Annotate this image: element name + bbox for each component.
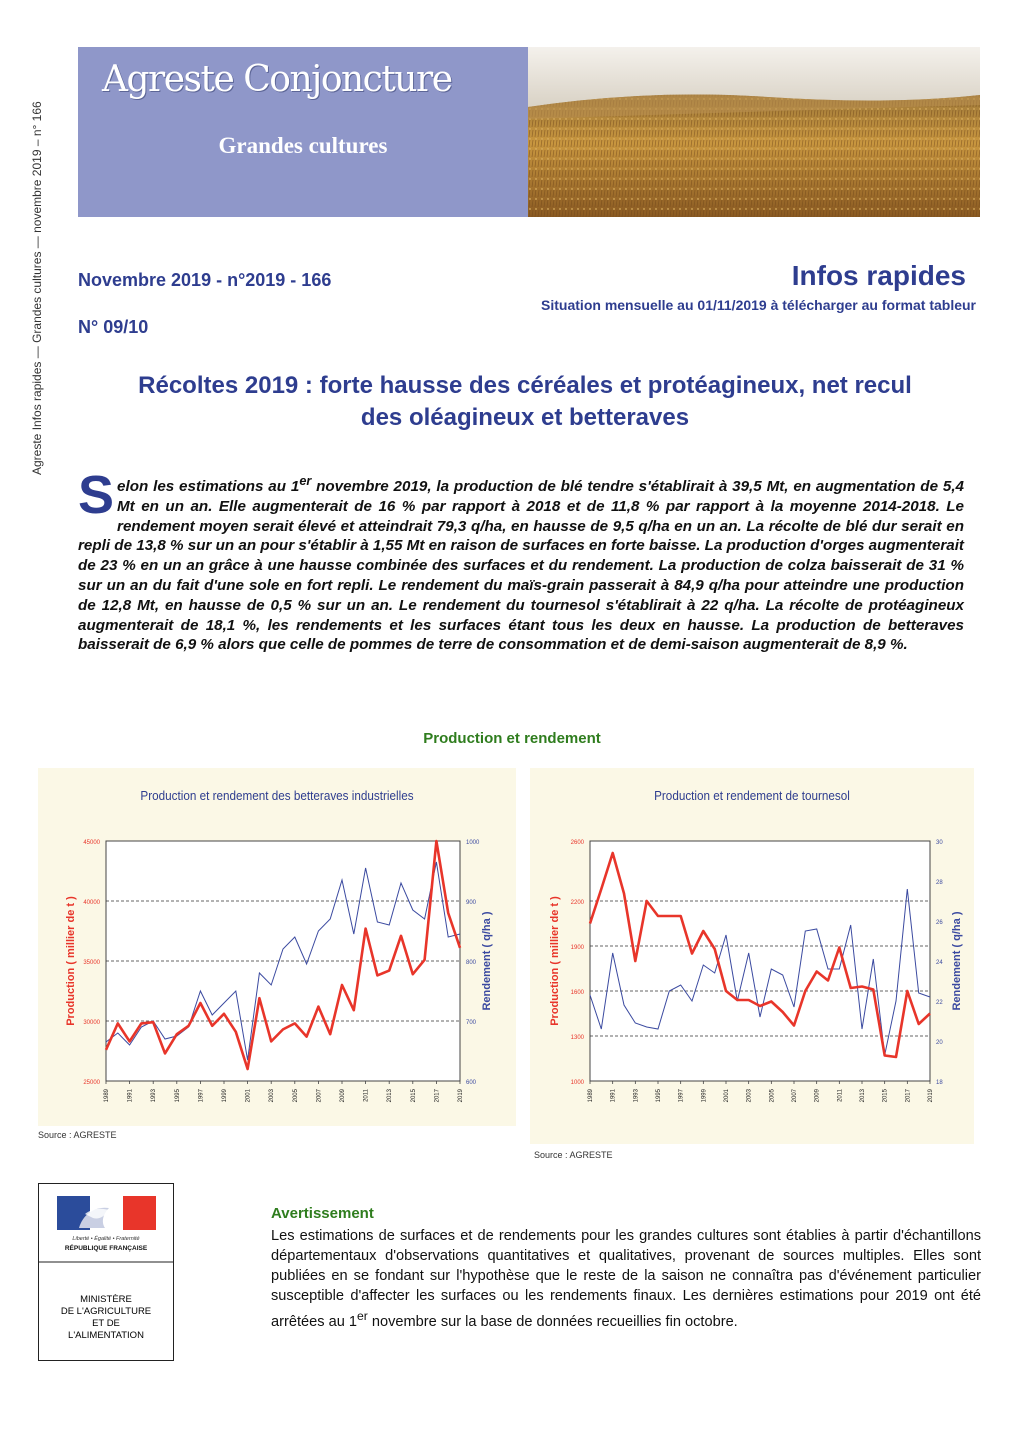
publication-subtitle: Grandes cultures	[218, 133, 388, 158]
header-banner	[78, 47, 980, 217]
chart-panel-tournesol	[530, 768, 974, 1144]
y-axis-label: Production ( millier de t )	[549, 896, 561, 1026]
chart-tournesol	[530, 768, 974, 1144]
issue-part-number: N° 09/10	[78, 317, 149, 337]
y-tick-label: 25000	[83, 1080, 100, 1086]
y2-axis-label: Rendement ( q/ha )	[951, 911, 963, 1011]
plot-area	[590, 841, 930, 1081]
y-tick-label: 1000	[570, 1080, 584, 1086]
flag-red-icon	[123, 1196, 156, 1230]
y2-tick-label: 18	[936, 1080, 943, 1086]
motto-text: Liberté • Égalité • Fraternité	[72, 1236, 140, 1242]
x-tick-label: 1995	[174, 1089, 181, 1103]
ministry-line-2: DE L'AGRICULTURE	[60, 1306, 152, 1317]
x-tick-label: 1997	[678, 1089, 685, 1103]
x-tick-label: 1999	[701, 1089, 708, 1103]
y-tick-label: 1600	[570, 990, 584, 996]
x-tick-label: 1991	[610, 1089, 617, 1103]
y2-tick-label: 800	[466, 960, 477, 966]
x-tick-label: 2003	[746, 1089, 753, 1103]
y-tick-label: 30000	[83, 1020, 100, 1026]
chart-betteraves	[38, 768, 516, 1126]
republic-text: RÉPUBLIQUE FRANÇAISE	[64, 1245, 148, 1252]
y2-tick-label: 20	[936, 1040, 943, 1046]
x-tick-label: 1989	[104, 1089, 110, 1103]
lead-text-start: elon les estimations au 1	[117, 478, 300, 496]
x-tick-label: 2005	[292, 1089, 299, 1103]
drop-cap: S	[78, 465, 115, 525]
x-tick-label: 2011	[363, 1089, 370, 1102]
y2-tick-label: 30	[936, 840, 943, 846]
x-tick-label: 2007	[316, 1089, 323, 1103]
x-tick-label: 2005	[769, 1089, 776, 1103]
x-tick-label: 2017	[434, 1089, 441, 1103]
x-tick-label: 1993	[151, 1089, 158, 1103]
x-tick-label: 2019	[458, 1089, 464, 1103]
x-tick-label: 2017	[905, 1089, 912, 1103]
x-tick-label: 2015	[410, 1089, 417, 1103]
article-headline	[70, 370, 980, 434]
brand-logo-text: Agreste Conjoncture	[102, 59, 452, 100]
y2-tick-label: 22	[936, 1000, 943, 1006]
headline-line-1: Récoltes 2019 : forte hausse des céréales et protéagineux, net recul	[138, 372, 912, 399]
x-tick-label: 2009	[814, 1089, 821, 1103]
x-tick-label: 2015	[882, 1089, 889, 1103]
warning-text-start: Les estimations de surfaces et de rendements pour les grandes cultures sont établies à partir d'échantillons départementaux d'observations quantitatives et qualitatives, provenant de sources multiples. Elles sont publiées en se fondant sur l'hypothèse que le reste de la saison ne connaîtra pas d'événement particulier susceptible d'affecter les surfaces ou les rendements finaux. Les dernières estimations pour 2019 ont été arrêtées au 1	[271, 1228, 981, 1330]
x-tick-label: 1995	[656, 1089, 662, 1103]
y2-tick-label: 28	[936, 880, 943, 886]
lead-paragraph	[78, 465, 964, 655]
chart-panel-betteraves	[38, 768, 516, 1126]
chart-source-tournesol: Source : AGRESTE	[534, 1150, 613, 1160]
y2-tick-label: 600	[466, 1080, 477, 1086]
x-tick-label: 2007	[792, 1089, 798, 1103]
y-axis-label: Production ( millier de t )	[65, 896, 77, 1026]
y-tick-label: 1900	[570, 945, 584, 951]
y-tick-label: 45000	[83, 840, 100, 846]
x-tick-label: 2013	[387, 1089, 394, 1103]
warning-superscript: er	[357, 1309, 368, 1323]
x-tick-label: 2019	[928, 1089, 934, 1103]
x-tick-label: 1993	[633, 1089, 640, 1103]
warning-text	[271, 1226, 981, 1332]
y-tick-label: 35000	[83, 960, 100, 966]
y2-tick-label: 26	[936, 920, 943, 926]
charts-section-title: Production et rendement	[423, 730, 601, 747]
banner-title-panel	[78, 47, 528, 217]
situation-download-note: Situation mensuelle au 01/11/2019 à télécharger au format tableur	[541, 297, 976, 313]
series-label: Infos rapides	[791, 260, 966, 291]
chart-title-betteraves: Production et rendement des betteraves industrielles	[140, 788, 414, 803]
x-tick-label: 2013	[860, 1089, 866, 1103]
wheat-field-photo	[528, 47, 980, 217]
y-tick-label: 40000	[83, 900, 100, 906]
y2-tick-label: 24	[936, 960, 943, 966]
chart-source-betteraves: Source : AGRESTE	[38, 1130, 117, 1140]
y2-axis-label: Rendement ( q/ha )	[481, 911, 493, 1011]
x-tick-label: 1999	[222, 1089, 228, 1103]
y2-tick-label: 700	[466, 1020, 477, 1026]
issue-date-number: Novembre 2019 - n°2019 - 166	[78, 270, 332, 290]
y2-tick-label: 1000	[466, 840, 480, 846]
ministry-line-3: ET DE	[92, 1318, 120, 1329]
y-tick-label: 2200	[570, 900, 584, 906]
lead-text-end: novembre 2019, la production de blé tendre s'établirait à 39,5 Mt, en augmentation de 5,4 Mt en un an. Elle augmenterait de 16 % par rapport à 2018 et de 11,8 % par rapport à la moyenne 2014-2018. Le rendement moyen serait élevé et atteindrait 79,3 q/ha, en hausse de 9,5 q/ha en un an. La récolte de blé dur serait en repli de 13,8 % sur un an pour s'établir à 1,55 Mt en raison de surfaces en forte baisse. La production d'orges augmenterait de 23 % en un an grâce à une hausse combinée des surfaces et du rendement. La production de colza baisserait de 31 % sur un an du fait d'une sole en fort repli. Le rendement du maïs-grain passerait à 84,9 q/ha pour atteindre une production de 12,8 Mt, en hausse de 0,5 % sur un an. Le rendement du tournesol s'établirait à 22 q/ha. La récolte de protéagineux augmenterait de 18,1 %, les rendements et les surfaces étant tous les deux en hausse. La production de betteraves baisserait de 6,9 % alors que celle de pommes de terre de consommation et de demi-saison augmenterait de 8,9 %.	[78, 478, 964, 654]
lead-superscript: er	[299, 474, 312, 488]
x-tick-label: 1989	[588, 1089, 594, 1103]
x-tick-label: 2011	[837, 1089, 844, 1102]
x-tick-label: 2003	[269, 1089, 276, 1103]
x-tick-label: 2009	[340, 1089, 346, 1103]
sidebar-caption: Agreste Infos rapides — Grandes cultures — novembre 2019 – n° 166	[30, 101, 44, 475]
ministry-logo	[38, 1183, 174, 1361]
x-tick-label: 2001	[245, 1089, 252, 1103]
x-tick-label: 2001	[724, 1089, 730, 1103]
chart-title-tournesol: Production et rendement de tournesol	[654, 788, 850, 803]
warning-title: Avertissement	[271, 1205, 374, 1222]
ministry-line-1: MINISTÈRE	[80, 1294, 132, 1305]
warning-text-end: novembre sur la base de données recueillies fin octobre.	[367, 1313, 738, 1330]
y2-tick-label: 900	[466, 900, 477, 906]
y-tick-label: 2600	[570, 840, 584, 846]
x-tick-label: 1997	[198, 1089, 205, 1103]
x-tick-label: 1991	[127, 1089, 134, 1103]
headline-line-2: des oléagineux et betteraves	[360, 404, 690, 431]
ministry-line-4: L'ALIMENTATION	[68, 1330, 144, 1341]
y-tick-label: 1300	[570, 1035, 584, 1041]
